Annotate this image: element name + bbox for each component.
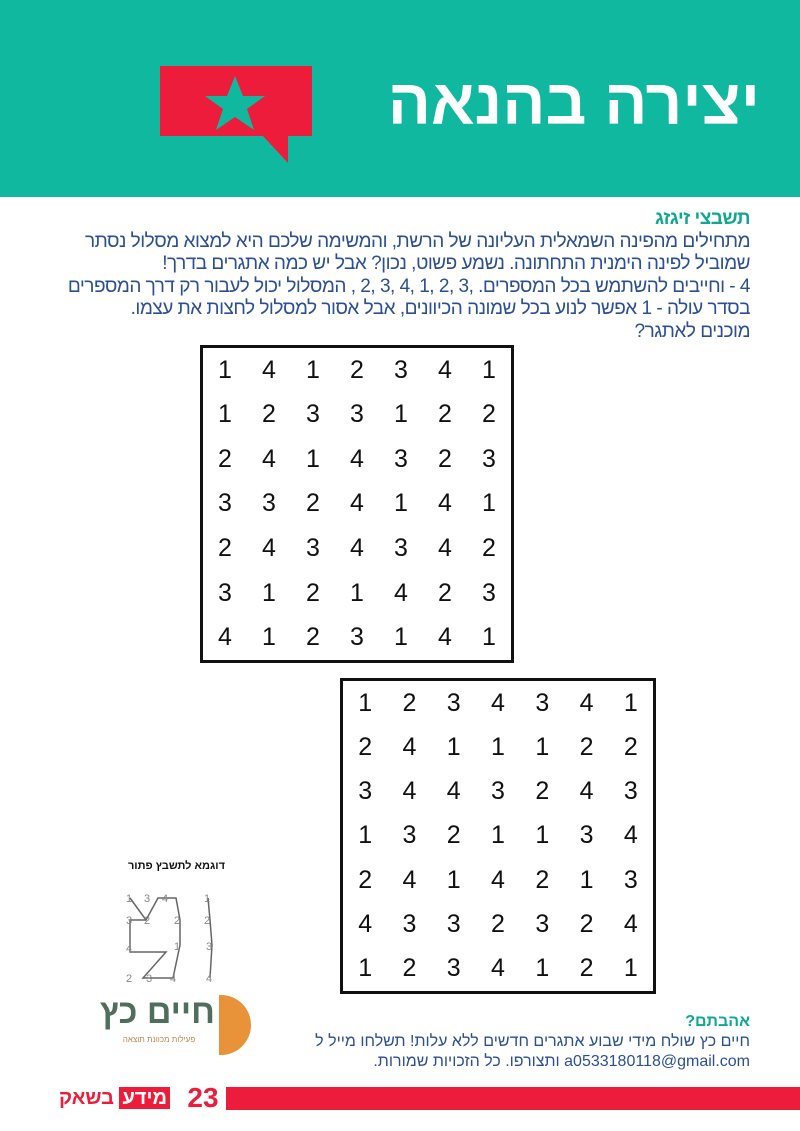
grid-cell: 3 [218, 578, 232, 607]
grid-cell: 1 [482, 489, 496, 518]
grid-cell: 2 [623, 732, 638, 761]
grid-cell: 3 [446, 688, 461, 717]
svg-text:1: 1 [174, 941, 181, 953]
grid-cell: 3 [402, 821, 417, 850]
grid-cell: 3 [446, 910, 461, 939]
svg-text:4: 4 [206, 973, 213, 985]
grid-cell: 1 [579, 865, 594, 894]
grid-cell: 2 [350, 355, 364, 384]
footer-bar [180, 1087, 800, 1110]
grid-cell: 3 [262, 489, 276, 518]
grid-cell: 4 [623, 910, 638, 939]
puzzle-grid-1 [200, 345, 514, 663]
grid-cell: 1 [218, 400, 232, 429]
grid-cell: 3 [394, 355, 408, 384]
grid-cell: 1 [306, 444, 320, 473]
grid-cell: 4 [438, 489, 452, 518]
grid-cell: 2 [262, 400, 276, 429]
grid-cell: 3 [402, 910, 417, 939]
grid-cell: 4 [402, 777, 417, 806]
grid-cell: 2 [579, 732, 594, 761]
grid-cell: 3 [623, 865, 638, 894]
footer-heading: אהבתם? [685, 1013, 750, 1030]
grid-cell: 2 [218, 444, 232, 473]
instruction-line: מוכנים לאתגר? [634, 320, 750, 342]
svg-text:4: 4 [170, 973, 177, 985]
grid-cell: 4 [262, 444, 276, 473]
grid-cell: 1 [535, 954, 550, 983]
grid-cell: 2 [306, 623, 320, 652]
svg-text:1: 1 [204, 893, 211, 905]
grid-cell: 1 [491, 821, 505, 850]
grid-cell: 2 [535, 777, 550, 806]
grid-cell: 4 [491, 688, 505, 717]
page-number: 23 [180, 1082, 226, 1114]
grid-cell: 3 [535, 910, 550, 939]
brand-part-a: מידע [119, 1087, 170, 1109]
grid-cell: 4 [350, 444, 364, 473]
grid-cell: 2 [579, 954, 594, 983]
grid-cell: 1 [262, 623, 276, 652]
grid-cell: 3 [394, 444, 408, 473]
svg-text:3: 3 [146, 973, 153, 985]
brand-part-b: בשאק [59, 1087, 114, 1109]
grid-cell: 4 [262, 355, 276, 384]
svg-text:2: 2 [144, 915, 151, 927]
grid-cell: 3 [394, 534, 408, 563]
grid-cell: 1 [482, 623, 496, 652]
grid-cell: 3 [306, 534, 320, 563]
grid-cell: 4 [350, 534, 364, 563]
grid-cell: 1 [623, 954, 638, 983]
grid-cell: 1 [623, 688, 638, 717]
grid-cell: 4 [218, 623, 232, 652]
svg-text:2: 2 [174, 915, 181, 927]
grid-cell: 3 [482, 444, 496, 473]
svg-text:4: 4 [162, 893, 169, 905]
svg-text:3: 3 [206, 941, 213, 953]
grid-cell: 1 [394, 400, 408, 429]
footer-note [315, 1012, 750, 1072]
grid-cell: 1 [218, 355, 232, 384]
solved-example-image [118, 890, 218, 990]
grid-cell: 2 [358, 865, 373, 894]
instruction-line: בסדר עולה - 1 אפשר לנוע בכל שמונה הכיוונים, אבל אסור למסלול לחצות את עצמו. [130, 298, 750, 319]
grid-cell: 4 [402, 865, 417, 894]
grid-cell: 1 [535, 821, 550, 850]
instruction-line: 4 - וחייבים להשתמש בכל המספרים. ,3 ,2 ,1 ,4 ,3 ,2 , המסלול יכול לעבור רק דרך המספרים [67, 275, 750, 297]
grid-cell: 1 [446, 732, 461, 761]
grid-cell: 4 [579, 688, 594, 717]
grid-cell: 1 [306, 355, 320, 384]
grid-cell: 1 [394, 623, 408, 652]
grid-cell: 4 [446, 777, 461, 806]
grid-cell: 1 [482, 355, 496, 384]
grid-cell: 4 [491, 954, 505, 983]
svg-text:4: 4 [126, 943, 133, 955]
grid-cell: 3 [482, 578, 496, 607]
grid-cell: 3 [218, 489, 232, 518]
grid-cell: 2 [482, 534, 496, 563]
grid-cell: 1 [350, 578, 364, 607]
speech-bubble-tail [262, 135, 288, 163]
haim-katz-logo [99, 993, 253, 1068]
grid-cell: 3 [358, 777, 373, 806]
grid-cell: 2 [482, 400, 496, 429]
grid-cell: 3 [350, 400, 364, 429]
grid-cell: 3 [446, 954, 461, 983]
grid-cell: 4 [350, 489, 364, 518]
grid-cell: 1 [262, 578, 276, 607]
grid-cell: 2 [306, 489, 320, 518]
puzzle-grid-2 [340, 678, 656, 994]
grid-cell: 4 [358, 910, 373, 939]
grid-cell: 2 [358, 732, 373, 761]
grid-cell: 3 [350, 623, 364, 652]
footer-brand [15, 1085, 170, 1111]
grid-cell: 4 [394, 578, 408, 607]
grid-cell: 2 [218, 534, 232, 563]
grid-cell: 3 [579, 821, 594, 850]
grid-cell: 4 [579, 777, 594, 806]
grid-cell: 2 [446, 821, 461, 850]
grid-cell: 2 [438, 444, 452, 473]
grid-cell: 1 [358, 954, 373, 983]
grid-cell: 4 [438, 534, 452, 563]
svg-text:3: 3 [144, 893, 151, 905]
footer-line: חיים כץ שולח מידי שבוע אתגרים חדשים ללא עלות! תשלחו מייל ל [315, 1033, 750, 1050]
instruction-line: מתחילים מהפינה השמאלית העליונה של הרשת, והמשימה שלכם היא למצוא מסלול נסתר [84, 230, 750, 252]
grid-cell: 4 [491, 865, 505, 894]
star-icon [203, 74, 267, 132]
grid-cell: 1 [446, 865, 461, 894]
svg-text:3: 3 [126, 915, 133, 927]
logo-name: חיים כץ [99, 993, 215, 1031]
grid-cell: 3 [535, 688, 550, 717]
grid-cell: 4 [438, 355, 452, 384]
grid-cell: 1 [491, 732, 505, 761]
example-label: דוגמא לתשבץ פתור [127, 860, 225, 872]
grid-cell: 2 [306, 578, 320, 607]
grid-cell: 3 [306, 400, 320, 429]
grid-cell: 2 [438, 400, 452, 429]
puzzle-instructions [68, 208, 750, 343]
footer-email-line[interactable]: a0533180118@gmail.com ותצורפו. כל הזכויות שמורות. [373, 1053, 750, 1070]
grid-cell: 1 [358, 821, 373, 850]
grid-cell: 4 [402, 732, 417, 761]
puzzle-heading: תשבצי זיגזג [654, 208, 750, 229]
grid-cell: 4 [262, 534, 276, 563]
svg-text:1: 1 [126, 893, 133, 905]
grid-cell: 2 [535, 865, 550, 894]
grid-cell: 3 [623, 777, 638, 806]
logo-tagline: פעילות מכוונת תוצאה [122, 1035, 196, 1044]
svg-text:2: 2 [204, 915, 211, 927]
grid-cell: 2 [402, 954, 417, 983]
grid-cell: 2 [579, 910, 594, 939]
grid-cell: 2 [402, 688, 417, 717]
grid-cell: 2 [438, 578, 452, 607]
instruction-line: שמוביל לפינה הימנית התחתונה. נשמע פשוט, נכון? אבל יש כמה אתגרים בדרך! [162, 253, 750, 274]
grid-cell: 1 [358, 688, 373, 717]
grid-cell: 3 [491, 777, 505, 806]
grid-cell: 1 [394, 489, 408, 518]
page-title: יצירה בהנאה [387, 66, 760, 138]
grid-cell: 2 [491, 910, 505, 939]
flag-icon [219, 995, 251, 1055]
grid-cell: 4 [438, 623, 452, 652]
grid-cell: 4 [623, 821, 638, 850]
svg-text:2: 2 [126, 973, 133, 985]
grid-cell: 1 [535, 732, 550, 761]
